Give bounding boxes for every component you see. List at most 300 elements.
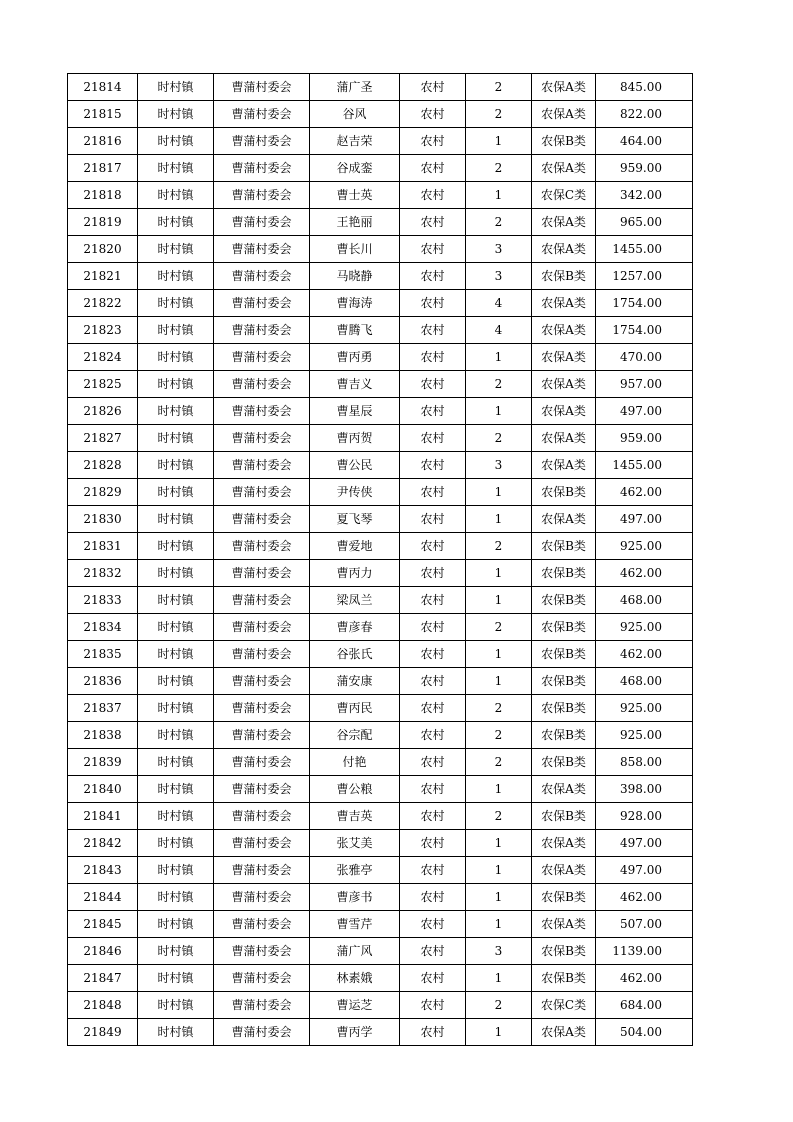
table-row (68, 182, 693, 209)
amount-cell: 822.00 (596, 101, 693, 128)
name-cell: 曹丙勇 (310, 344, 400, 371)
table-row (68, 425, 693, 452)
table-row (68, 830, 693, 857)
village-committee-cell: 曹蒲村委会 (214, 101, 310, 128)
record-id-cell: 21830 (68, 506, 138, 533)
record-id-cell: 21833 (68, 587, 138, 614)
village-committee-cell: 曹蒲村委会 (214, 614, 310, 641)
area-type-cell: 农村 (400, 182, 466, 209)
table-row (68, 371, 693, 398)
insurance-class-cell: 农保B类 (532, 965, 596, 992)
insurance-class-cell: 农保C类 (532, 992, 596, 1019)
insurance-class-cell: 农保A类 (532, 452, 596, 479)
household-count-cell: 4 (466, 290, 532, 317)
insurance-class-cell: 农保B类 (532, 587, 596, 614)
area-type-cell: 农村 (400, 506, 466, 533)
town-cell: 时村镇 (138, 614, 214, 641)
household-count-cell: 1 (466, 560, 532, 587)
household-count-cell: 2 (466, 371, 532, 398)
amount-cell: 504.00 (596, 1019, 693, 1046)
household-count-cell: 1 (466, 911, 532, 938)
record-id-cell: 21825 (68, 371, 138, 398)
village-committee-cell: 曹蒲村委会 (214, 1019, 310, 1046)
amount-cell: 468.00 (596, 668, 693, 695)
area-type-cell: 农村 (400, 776, 466, 803)
town-cell: 时村镇 (138, 965, 214, 992)
town-cell: 时村镇 (138, 101, 214, 128)
name-cell: 谷张氏 (310, 641, 400, 668)
table-row (68, 965, 693, 992)
household-count-cell: 1 (466, 776, 532, 803)
village-committee-cell: 曹蒲村委会 (214, 749, 310, 776)
table-row (68, 101, 693, 128)
insurance-class-cell: 农保B类 (532, 614, 596, 641)
village-committee-cell: 曹蒲村委会 (214, 668, 310, 695)
village-committee-cell: 曹蒲村委会 (214, 830, 310, 857)
record-id-cell: 21847 (68, 965, 138, 992)
record-id-cell: 21818 (68, 182, 138, 209)
insurance-class-cell: 农保A类 (532, 209, 596, 236)
amount-cell: 1139.00 (596, 938, 693, 965)
insurance-class-cell: 农保A类 (532, 290, 596, 317)
village-committee-cell: 曹蒲村委会 (214, 155, 310, 182)
name-cell: 曹海涛 (310, 290, 400, 317)
name-cell: 曹长川 (310, 236, 400, 263)
town-cell: 时村镇 (138, 695, 214, 722)
village-committee-cell: 曹蒲村委会 (214, 371, 310, 398)
area-type-cell: 农村 (400, 1019, 466, 1046)
area-type-cell: 农村 (400, 533, 466, 560)
amount-cell: 965.00 (596, 209, 693, 236)
town-cell: 时村镇 (138, 722, 214, 749)
insurance-class-cell: 农保B类 (532, 263, 596, 290)
area-type-cell: 农村 (400, 803, 466, 830)
insurance-class-cell: 农保A类 (532, 830, 596, 857)
record-id-cell: 21824 (68, 344, 138, 371)
area-type-cell: 农村 (400, 452, 466, 479)
household-count-cell: 2 (466, 803, 532, 830)
table-row (68, 452, 693, 479)
amount-cell: 497.00 (596, 398, 693, 425)
amount-cell: 462.00 (596, 884, 693, 911)
name-cell: 付艳 (310, 749, 400, 776)
area-type-cell: 农村 (400, 830, 466, 857)
table-row (68, 1019, 693, 1046)
data-table (67, 73, 693, 1046)
name-cell: 曹彦书 (310, 884, 400, 911)
village-committee-cell: 曹蒲村委会 (214, 857, 310, 884)
table-row (68, 587, 693, 614)
record-id-cell: 21826 (68, 398, 138, 425)
town-cell: 时村镇 (138, 641, 214, 668)
name-cell: 曹腾飞 (310, 317, 400, 344)
record-id-cell: 21838 (68, 722, 138, 749)
table-row (68, 695, 693, 722)
name-cell: 王艳丽 (310, 209, 400, 236)
record-id-cell: 21820 (68, 236, 138, 263)
area-type-cell: 农村 (400, 398, 466, 425)
amount-cell: 462.00 (596, 641, 693, 668)
town-cell: 时村镇 (138, 344, 214, 371)
area-type-cell: 农村 (400, 425, 466, 452)
household-count-cell: 1 (466, 857, 532, 884)
amount-cell: 462.00 (596, 965, 693, 992)
table-row (68, 857, 693, 884)
insurance-class-cell: 农保B类 (532, 722, 596, 749)
area-type-cell: 农村 (400, 263, 466, 290)
record-id-cell: 21816 (68, 128, 138, 155)
amount-cell: 462.00 (596, 479, 693, 506)
town-cell: 时村镇 (138, 992, 214, 1019)
amount-cell: 1455.00 (596, 236, 693, 263)
insurance-class-cell: 农保B类 (532, 749, 596, 776)
town-cell: 时村镇 (138, 1019, 214, 1046)
household-count-cell: 1 (466, 587, 532, 614)
insurance-class-cell: 农保A类 (532, 776, 596, 803)
amount-cell: 464.00 (596, 128, 693, 155)
household-count-cell: 2 (466, 695, 532, 722)
amount-cell: 1455.00 (596, 452, 693, 479)
record-id-cell: 21841 (68, 803, 138, 830)
record-id-cell: 21846 (68, 938, 138, 965)
town-cell: 时村镇 (138, 74, 214, 101)
name-cell: 曹丙民 (310, 695, 400, 722)
name-cell: 夏飞琴 (310, 506, 400, 533)
village-committee-cell: 曹蒲村委会 (214, 236, 310, 263)
record-id-cell: 21831 (68, 533, 138, 560)
town-cell: 时村镇 (138, 533, 214, 560)
town-cell: 时村镇 (138, 236, 214, 263)
village-committee-cell: 曹蒲村委会 (214, 506, 310, 533)
village-committee-cell: 曹蒲村委会 (214, 398, 310, 425)
household-count-cell: 2 (466, 425, 532, 452)
town-cell: 时村镇 (138, 506, 214, 533)
area-type-cell: 农村 (400, 479, 466, 506)
table-row (68, 560, 693, 587)
household-count-cell: 3 (466, 263, 532, 290)
town-cell: 时村镇 (138, 317, 214, 344)
household-count-cell: 2 (466, 749, 532, 776)
record-id-cell: 21840 (68, 776, 138, 803)
insurance-class-cell: 农保B类 (532, 641, 596, 668)
household-count-cell: 1 (466, 344, 532, 371)
amount-cell: 845.00 (596, 74, 693, 101)
insurance-class-cell: 农保A类 (532, 101, 596, 128)
amount-cell: 1257.00 (596, 263, 693, 290)
area-type-cell: 农村 (400, 614, 466, 641)
area-type-cell: 农村 (400, 668, 466, 695)
record-id-cell: 21827 (68, 425, 138, 452)
amount-cell: 959.00 (596, 155, 693, 182)
name-cell: 曹士英 (310, 182, 400, 209)
amount-cell: 925.00 (596, 722, 693, 749)
town-cell: 时村镇 (138, 776, 214, 803)
household-count-cell: 2 (466, 722, 532, 749)
town-cell: 时村镇 (138, 938, 214, 965)
area-type-cell: 农村 (400, 965, 466, 992)
record-id-cell: 21828 (68, 452, 138, 479)
table-body (68, 74, 693, 1046)
town-cell: 时村镇 (138, 857, 214, 884)
name-cell: 曹丙贺 (310, 425, 400, 452)
household-count-cell: 1 (466, 668, 532, 695)
village-committee-cell: 曹蒲村委会 (214, 587, 310, 614)
table-row (68, 209, 693, 236)
village-committee-cell: 曹蒲村委会 (214, 452, 310, 479)
record-id-cell: 21832 (68, 560, 138, 587)
insurance-class-cell: 农保A类 (532, 74, 596, 101)
name-cell: 曹公民 (310, 452, 400, 479)
insurance-class-cell: 农保B类 (532, 938, 596, 965)
insurance-class-cell: 农保A类 (532, 911, 596, 938)
record-id-cell: 21837 (68, 695, 138, 722)
town-cell: 时村镇 (138, 425, 214, 452)
amount-cell: 925.00 (596, 533, 693, 560)
household-count-cell: 1 (466, 830, 532, 857)
household-count-cell: 3 (466, 236, 532, 263)
area-type-cell: 农村 (400, 992, 466, 1019)
name-cell: 曹彦春 (310, 614, 400, 641)
household-count-cell: 1 (466, 182, 532, 209)
area-type-cell: 农村 (400, 371, 466, 398)
insurance-class-cell: 农保A类 (532, 506, 596, 533)
town-cell: 时村镇 (138, 479, 214, 506)
table-row (68, 911, 693, 938)
table-row (68, 398, 693, 425)
insurance-class-cell: 农保A类 (532, 857, 596, 884)
area-type-cell: 农村 (400, 236, 466, 263)
insurance-class-cell: 农保B类 (532, 560, 596, 587)
village-committee-cell: 曹蒲村委会 (214, 560, 310, 587)
name-cell: 谷风 (310, 101, 400, 128)
area-type-cell: 农村 (400, 155, 466, 182)
record-id-cell: 21814 (68, 74, 138, 101)
insurance-class-cell: 农保A类 (532, 371, 596, 398)
household-count-cell: 2 (466, 533, 532, 560)
table-row (68, 128, 693, 155)
table-row (68, 992, 693, 1019)
insurance-class-cell: 农保A类 (532, 155, 596, 182)
name-cell: 曹吉英 (310, 803, 400, 830)
area-type-cell: 农村 (400, 884, 466, 911)
village-committee-cell: 曹蒲村委会 (214, 263, 310, 290)
name-cell: 曹丙力 (310, 560, 400, 587)
name-cell: 蒲广风 (310, 938, 400, 965)
amount-cell: 470.00 (596, 344, 693, 371)
record-id-cell: 21836 (68, 668, 138, 695)
amount-cell: 957.00 (596, 371, 693, 398)
town-cell: 时村镇 (138, 749, 214, 776)
village-committee-cell: 曹蒲村委会 (214, 128, 310, 155)
town-cell: 时村镇 (138, 371, 214, 398)
table-row (68, 803, 693, 830)
record-id-cell: 21821 (68, 263, 138, 290)
area-type-cell: 农村 (400, 641, 466, 668)
household-count-cell: 1 (466, 965, 532, 992)
village-committee-cell: 曹蒲村委会 (214, 290, 310, 317)
table-row (68, 236, 693, 263)
area-type-cell: 农村 (400, 290, 466, 317)
insurance-class-cell: 农保A类 (532, 398, 596, 425)
insurance-class-cell: 农保B类 (532, 803, 596, 830)
record-id-cell: 21822 (68, 290, 138, 317)
town-cell: 时村镇 (138, 182, 214, 209)
amount-cell: 342.00 (596, 182, 693, 209)
household-count-cell: 2 (466, 992, 532, 1019)
name-cell: 曹吉义 (310, 371, 400, 398)
insurance-class-cell: 农保B类 (532, 128, 596, 155)
record-id-cell: 21829 (68, 479, 138, 506)
amount-cell: 1754.00 (596, 317, 693, 344)
record-id-cell: 21849 (68, 1019, 138, 1046)
town-cell: 时村镇 (138, 452, 214, 479)
amount-cell: 1754.00 (596, 290, 693, 317)
area-type-cell: 农村 (400, 722, 466, 749)
village-committee-cell: 曹蒲村委会 (214, 965, 310, 992)
table-row (68, 533, 693, 560)
village-committee-cell: 曹蒲村委会 (214, 479, 310, 506)
town-cell: 时村镇 (138, 263, 214, 290)
household-count-cell: 4 (466, 317, 532, 344)
household-count-cell: 3 (466, 452, 532, 479)
village-committee-cell: 曹蒲村委会 (214, 695, 310, 722)
name-cell: 蒲广圣 (310, 74, 400, 101)
name-cell: 谷宗配 (310, 722, 400, 749)
area-type-cell: 农村 (400, 344, 466, 371)
amount-cell: 925.00 (596, 614, 693, 641)
table-row (68, 290, 693, 317)
table-row (68, 614, 693, 641)
name-cell: 赵吉荣 (310, 128, 400, 155)
amount-cell: 684.00 (596, 992, 693, 1019)
table-row (68, 506, 693, 533)
table-row (68, 776, 693, 803)
amount-cell: 398.00 (596, 776, 693, 803)
name-cell: 曹公粮 (310, 776, 400, 803)
table-row (68, 479, 693, 506)
area-type-cell: 农村 (400, 749, 466, 776)
record-id-cell: 21848 (68, 992, 138, 1019)
insurance-class-cell: 农保B类 (532, 884, 596, 911)
town-cell: 时村镇 (138, 290, 214, 317)
name-cell: 林素娥 (310, 965, 400, 992)
village-committee-cell: 曹蒲村委会 (214, 641, 310, 668)
name-cell: 曹雪芹 (310, 911, 400, 938)
name-cell: 谷成銮 (310, 155, 400, 182)
table-row (68, 641, 693, 668)
record-id-cell: 21839 (68, 749, 138, 776)
table-row (68, 317, 693, 344)
town-cell: 时村镇 (138, 155, 214, 182)
record-id-cell: 21815 (68, 101, 138, 128)
name-cell: 曹星辰 (310, 398, 400, 425)
record-id-cell: 21843 (68, 857, 138, 884)
insurance-class-cell: 农保A类 (532, 425, 596, 452)
table-row (68, 344, 693, 371)
amount-cell: 858.00 (596, 749, 693, 776)
name-cell: 马晓静 (310, 263, 400, 290)
amount-cell: 925.00 (596, 695, 693, 722)
village-committee-cell: 曹蒲村委会 (214, 344, 310, 371)
household-count-cell: 1 (466, 479, 532, 506)
insurance-class-cell: 农保B类 (532, 695, 596, 722)
household-count-cell: 1 (466, 506, 532, 533)
town-cell: 时村镇 (138, 668, 214, 695)
insurance-class-cell: 农保C类 (532, 182, 596, 209)
record-id-cell: 21834 (68, 614, 138, 641)
village-committee-cell: 曹蒲村委会 (214, 209, 310, 236)
record-id-cell: 21823 (68, 317, 138, 344)
area-type-cell: 农村 (400, 857, 466, 884)
household-count-cell: 3 (466, 938, 532, 965)
table-row (68, 74, 693, 101)
table-row (68, 938, 693, 965)
area-type-cell: 农村 (400, 911, 466, 938)
area-type-cell: 农村 (400, 209, 466, 236)
table-row (68, 668, 693, 695)
area-type-cell: 农村 (400, 101, 466, 128)
village-committee-cell: 曹蒲村委会 (214, 317, 310, 344)
insurance-class-cell: 农保B类 (532, 479, 596, 506)
household-count-cell: 1 (466, 884, 532, 911)
name-cell: 蒲安康 (310, 668, 400, 695)
record-id-cell: 21844 (68, 884, 138, 911)
village-committee-cell: 曹蒲村委会 (214, 74, 310, 101)
amount-cell: 497.00 (596, 830, 693, 857)
village-committee-cell: 曹蒲村委会 (214, 803, 310, 830)
name-cell: 尹传侠 (310, 479, 400, 506)
table-row (68, 749, 693, 776)
table-row (68, 884, 693, 911)
insurance-class-cell: 农保B类 (532, 668, 596, 695)
record-id-cell: 21842 (68, 830, 138, 857)
record-id-cell: 21835 (68, 641, 138, 668)
town-cell: 时村镇 (138, 911, 214, 938)
insurance-class-cell: 农保A类 (532, 236, 596, 263)
table-row (68, 155, 693, 182)
insurance-class-cell: 农保A类 (532, 317, 596, 344)
name-cell: 张雅亭 (310, 857, 400, 884)
amount-cell: 959.00 (596, 425, 693, 452)
household-count-cell: 2 (466, 614, 532, 641)
village-committee-cell: 曹蒲村委会 (214, 911, 310, 938)
household-count-cell: 2 (466, 209, 532, 236)
village-committee-cell: 曹蒲村委会 (214, 884, 310, 911)
name-cell: 梁凤兰 (310, 587, 400, 614)
town-cell: 时村镇 (138, 209, 214, 236)
town-cell: 时村镇 (138, 884, 214, 911)
village-committee-cell: 曹蒲村委会 (214, 533, 310, 560)
insurance-class-cell: 农保B类 (532, 533, 596, 560)
village-committee-cell: 曹蒲村委会 (214, 938, 310, 965)
name-cell: 曹爱地 (310, 533, 400, 560)
household-count-cell: 1 (466, 398, 532, 425)
town-cell: 时村镇 (138, 560, 214, 587)
household-count-cell: 2 (466, 101, 532, 128)
name-cell: 曹丙学 (310, 1019, 400, 1046)
record-id-cell: 21819 (68, 209, 138, 236)
area-type-cell: 农村 (400, 317, 466, 344)
area-type-cell: 农村 (400, 560, 466, 587)
insurance-class-cell: 农保A类 (532, 1019, 596, 1046)
name-cell: 张艾美 (310, 830, 400, 857)
record-id-cell: 21817 (68, 155, 138, 182)
amount-cell: 928.00 (596, 803, 693, 830)
household-count-cell: 1 (466, 641, 532, 668)
area-type-cell: 农村 (400, 74, 466, 101)
insurance-class-cell: 农保A类 (532, 344, 596, 371)
household-count-cell: 1 (466, 1019, 532, 1046)
